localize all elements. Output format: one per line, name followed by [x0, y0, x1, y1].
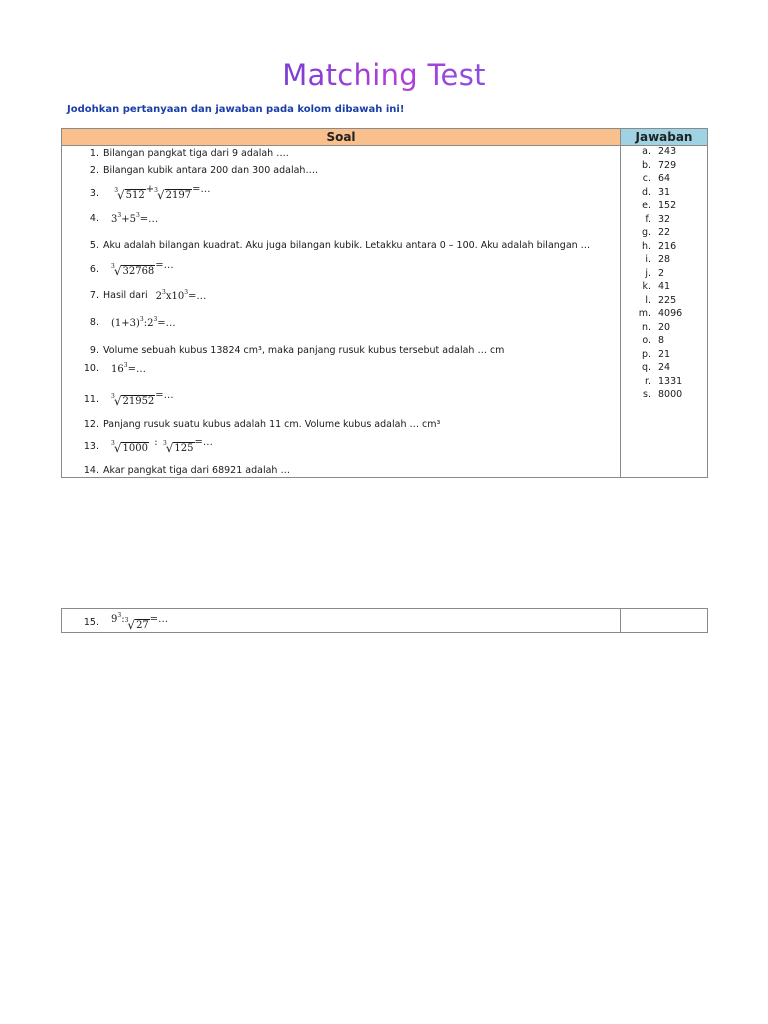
page-title: Matching Test: [282, 58, 486, 92]
matching-table: [61, 128, 708, 478]
cube-root: 3 √ 21952: [111, 393, 155, 408]
math-expression: $9^3$: 3 √ 27 =…: [111, 612, 169, 632]
answer-item: h. 216: [641, 240, 677, 252]
math-expression: $16^3=\dots$: [111, 362, 146, 375]
matching-table-continued: [61, 608, 708, 633]
cube-root: 3 √ 1000: [111, 440, 148, 455]
question-4: 4. $3^3+5^3=\dots$: [89, 212, 159, 225]
cube-root: 3 √ 125: [162, 440, 194, 455]
answer-item: s. 8000: [643, 389, 683, 400]
math-expression: 3 √ 512 + 3 √ 2197 =…: [114, 184, 211, 202]
question-11: 11. 3 √ 21952 =…: [83, 390, 174, 408]
question-9: 9. Volume sebuah kubus 13824 cm³, maka panjang rusuk kubus tersebut adalah … cm: [89, 345, 505, 356]
answer-item: g. 22: [641, 227, 671, 238]
question-3: 3. 3 √ 512 + 3 √ 2197 =…: [89, 184, 211, 202]
math-expression: $2^3x10^3=\dots$: [155, 289, 207, 302]
answer-item: r. 1331: [644, 375, 683, 387]
question-8: 8. $(1+3)^3:2^3=\dots$: [89, 316, 176, 329]
cube-root: 3 √ 27: [124, 617, 149, 632]
cube-root: 3 √ 512: [114, 187, 145, 202]
soal-header: Soal: [62, 129, 621, 146]
question-14: 14. Akar pangkat tiga dari 68921 adalah …: [83, 465, 290, 476]
answer-item: a. 243: [642, 146, 677, 157]
math-expression: 3 √ 1000 : 3 √ 125 =…: [111, 437, 213, 455]
question-10: 10. $16^3=\dots$: [83, 362, 146, 375]
soal-column: [62, 146, 621, 478]
instruction-text: Jodohkan pertanyaan dan jawaban pada kolom dibawah ini!: [67, 104, 405, 115]
answer-item: d. 31: [641, 186, 671, 198]
math-expression: $3^3+5^3=\dots$: [111, 212, 159, 225]
question-6: 6. 3 √ 32768 =…: [89, 260, 174, 278]
answer-item: p. 21: [641, 348, 671, 360]
answer-item: k. 41: [642, 281, 671, 292]
question-2: 2. Bilangan kubik antara 200 dan 300 adalah….: [89, 165, 318, 176]
soal-column: [62, 609, 621, 633]
question-12: 12. Panjang rusuk suatu kubus adalah 11 cm. Volume kubus adalah … cm³: [83, 419, 441, 430]
answer-item: i. 28: [645, 254, 671, 265]
question-13: 13. 3 √ 1000 : 3 √ 125 =…: [83, 437, 213, 455]
answer-item: o. 8: [642, 335, 665, 346]
answer-item: j. 2: [645, 267, 665, 279]
cube-root: 3 √ 2197: [154, 187, 192, 202]
question-1: 1. Bilangan pangkat tiga dari 9 adalah ….: [89, 148, 289, 159]
answer-item: q. 24: [641, 362, 671, 373]
answer-item: e. 152: [642, 200, 677, 211]
question-15: 15. $9^3$: 3 √ 27 =…: [83, 612, 169, 632]
cube-root: 3 √ 32768: [111, 263, 155, 278]
jawaban-column: [621, 146, 708, 478]
answer-item: c. 64: [642, 173, 671, 184]
answer-item: l. 225: [645, 294, 677, 306]
math-expression: $(1+3)^3:2^3=\dots$: [111, 316, 176, 329]
answer-item: f. 32: [645, 213, 671, 225]
math-expression: 3 √ 21952 =…: [111, 390, 174, 408]
jawaban-header: Jawaban: [621, 129, 708, 146]
math-expression: 3 √ 32768 =…: [111, 260, 174, 278]
jawaban-column: [621, 609, 708, 633]
answer-item: n. 20: [641, 321, 671, 333]
question-5: 5. Aku adalah bilangan kuadrat. Aku juga bilangan kubik. Letakku antara 0 – 100. Aku adalah bilangan …: [89, 240, 591, 251]
answer-item: b. 729: [641, 159, 677, 171]
question-7: 7. Hasil dari $2^3x10^3=\dots$: [89, 289, 207, 302]
answer-item: m. 4096: [638, 308, 683, 319]
